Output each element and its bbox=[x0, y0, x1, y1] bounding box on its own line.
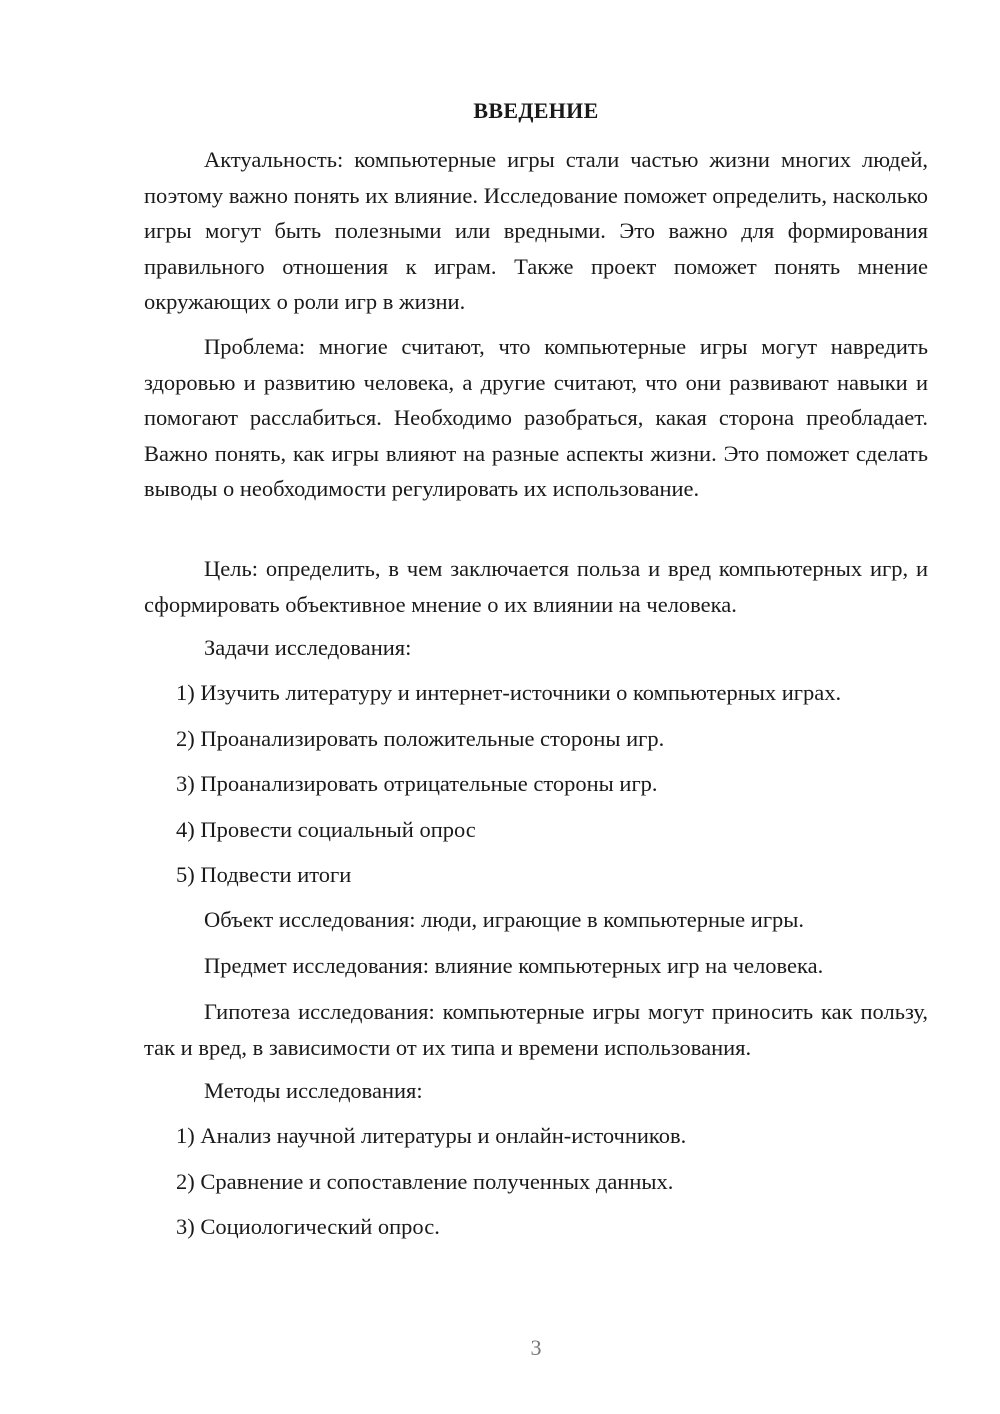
task-item: 3) Проанализировать отрицательные стороны игр. bbox=[176, 771, 658, 796]
methods-heading: Методы исследования: bbox=[204, 1078, 423, 1103]
tasks-heading: Задачи исследования: bbox=[204, 635, 412, 660]
method-item: 3) Социологический опрос. bbox=[176, 1214, 440, 1239]
hypothesis-paragraph: Гипотеза исследования: компьютерные игры могут приносить как пользу, так и вред, в зависимости от их типа и времени использования. bbox=[144, 999, 928, 1060]
page-title: ВВЕДЕНИЕ bbox=[473, 98, 599, 123]
relevance-paragraph: Актуальность: компьютерные игры стали частью жизни многих людей, поэтому важно понять их влияние. Исследование поможет определить, насколько игры могут быть полезными или вредными. Это важно для формирования правильного отношения к играм. Также проект поможет понять мнение окружающих о роли игр в жизни. bbox=[144, 147, 928, 314]
object-line: Объект исследования: люди, играющие в компьютерные игры. bbox=[204, 907, 805, 932]
task-item: 4) Провести социальный опрос bbox=[176, 817, 476, 842]
problem-paragraph: Проблема: многие считают, что компьютерные игры могут навредить здоровью и развитию человека, а другие считают, что они развивают навыки и помогают расслабиться. Необходимо разобраться, какая сторона преобладает. Важно понять, как игры влияют на разные аспекты жизни. Это поможет сделать выводы о необходимости регулировать их использование. bbox=[144, 334, 928, 501]
method-item: 1) Анализ научной литературы и онлайн-источников. bbox=[176, 1123, 687, 1148]
goal-paragraph: Цель: определить, в чем заключается польза и вред компьютерных игр, и сформировать объективное мнение о их влиянии на человека. bbox=[144, 556, 928, 617]
page-number: 3 bbox=[530, 1335, 542, 1360]
method-item: 2) Сравнение и сопоставление полученных данных. bbox=[176, 1169, 674, 1194]
subject-line: Предмет исследования: влияние компьютерных игр на человека. bbox=[204, 953, 824, 978]
task-item: 1) Изучить литературу и интернет-источники о компьютерных играх. bbox=[176, 680, 842, 705]
task-item: 5) Подвести итоги bbox=[176, 862, 352, 887]
task-item: 2) Проанализировать положительные стороны игр. bbox=[176, 726, 665, 751]
